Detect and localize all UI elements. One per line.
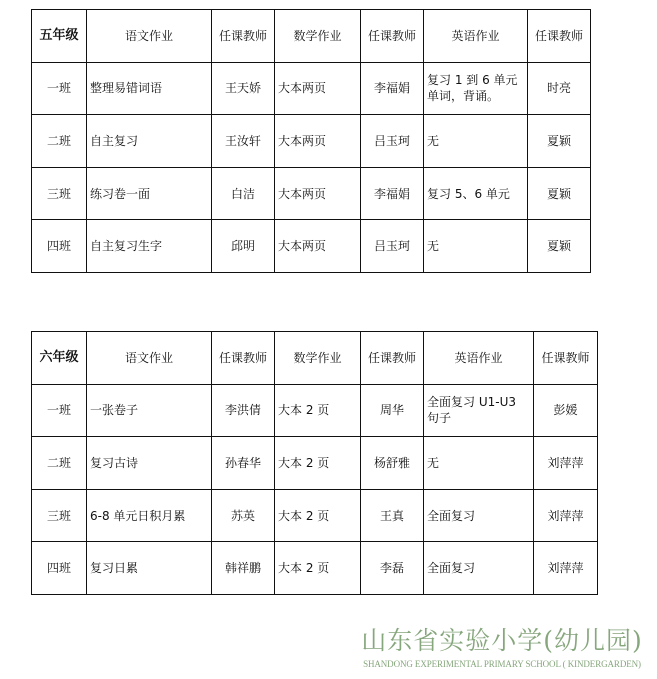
math-teacher: 吕玉珂 [361, 115, 424, 168]
school-name-en: SHANDONG EXPERIMENTAL PRIMARY SCHOOL ( KINDERGARDEN) [363, 659, 641, 669]
math-homework: 大本 2 页 [275, 437, 361, 490]
table-header-row [32, 10, 591, 63]
english-teacher: 刘萍萍 [534, 489, 598, 542]
chinese-homework: 复习日累 [87, 542, 212, 595]
math-homework: 大本两页 [275, 167, 361, 220]
header-chinese: 语文作业 [87, 332, 212, 385]
class-name: 四班 [32, 220, 87, 273]
table-row [32, 220, 591, 273]
math-homework: 大本两页 [275, 220, 361, 273]
math-teacher: 李福娟 [361, 167, 424, 220]
header-english-teacher: 任课教师 [534, 332, 598, 385]
table-row [32, 384, 598, 437]
class-name: 四班 [32, 542, 87, 595]
english-teacher: 刘萍萍 [534, 542, 598, 595]
english-teacher: 彭媛 [534, 384, 598, 437]
chinese-teacher: 邱明 [212, 220, 275, 273]
header-math: 数学作业 [275, 10, 361, 63]
chinese-homework: 整理易错词语 [87, 62, 212, 115]
math-homework: 大本 2 页 [275, 489, 361, 542]
table-row [32, 167, 591, 220]
math-teacher: 李福娟 [361, 62, 424, 115]
chinese-homework: 练习卷一面 [87, 167, 212, 220]
chinese-teacher: 王汝轩 [212, 115, 275, 168]
chinese-homework: 6-8 单元日积月累 [87, 489, 212, 542]
math-homework: 大本两页 [275, 62, 361, 115]
chinese-teacher: 韩祥鹏 [212, 542, 275, 595]
english-homework: 复习 5、6 单元 [424, 167, 528, 220]
header-chinese-teacher: 任课教师 [212, 332, 275, 385]
table-row [32, 115, 591, 168]
chinese-teacher: 孙春华 [212, 437, 275, 490]
table-row [32, 62, 591, 115]
chinese-homework: 自主复习生字 [87, 220, 212, 273]
english-teacher: 夏颖 [528, 167, 591, 220]
header-chinese: 语文作业 [87, 10, 212, 63]
chinese-teacher: 王天娇 [212, 62, 275, 115]
chinese-teacher: 白洁 [212, 167, 275, 220]
class-name: 一班 [32, 384, 87, 437]
class-name: 三班 [32, 167, 87, 220]
math-homework: 大本 2 页 [275, 542, 361, 595]
table-row [32, 489, 598, 542]
english-teacher: 夏颖 [528, 220, 591, 273]
math-homework: 大本 2 页 [275, 384, 361, 437]
table-header-row [32, 332, 598, 385]
english-homework: 全面复习 [424, 489, 534, 542]
header-english: 英语作业 [424, 332, 534, 385]
english-teacher: 刘萍萍 [534, 437, 598, 490]
school-name-cn: 山东省实验小学(幼儿园) [361, 626, 643, 655]
class-name: 二班 [32, 115, 87, 168]
math-teacher: 吕玉珂 [361, 220, 424, 273]
english-homework: 无 [424, 115, 528, 168]
chinese-teacher: 李洪倩 [212, 384, 275, 437]
english-homework: 全面复习 U1-U3 句子 [424, 384, 534, 437]
grade5-homework-table [31, 9, 591, 273]
grade-label: 五年级 [32, 10, 87, 63]
math-homework: 大本两页 [275, 115, 361, 168]
header-math: 数学作业 [275, 332, 361, 385]
chinese-homework: 复习古诗 [87, 437, 212, 490]
grade6-homework-table [31, 331, 598, 595]
english-teacher: 夏颖 [528, 115, 591, 168]
english-teacher: 时亮 [528, 62, 591, 115]
chinese-homework: 自主复习 [87, 115, 212, 168]
chinese-teacher: 苏英 [212, 489, 275, 542]
school-logo [356, 626, 648, 674]
chinese-homework: 一张卷子 [87, 384, 212, 437]
english-homework: 无 [424, 437, 534, 490]
header-english: 英语作业 [424, 10, 528, 63]
header-math-teacher: 任课教师 [361, 332, 424, 385]
class-name: 三班 [32, 489, 87, 542]
table-row [32, 437, 598, 490]
table-row [32, 542, 598, 595]
grade-label: 六年级 [32, 332, 87, 385]
english-homework: 复习 1 到 6 单元单词，背诵。 [424, 62, 528, 115]
math-teacher: 李磊 [361, 542, 424, 595]
header-math-teacher: 任课教师 [361, 10, 424, 63]
class-name: 二班 [32, 437, 87, 490]
english-homework: 全面复习 [424, 542, 534, 595]
math-teacher: 王真 [361, 489, 424, 542]
header-english-teacher: 任课教师 [528, 10, 591, 63]
class-name: 一班 [32, 62, 87, 115]
math-teacher: 杨舒雅 [361, 437, 424, 490]
header-chinese-teacher: 任课教师 [212, 10, 275, 63]
english-homework: 无 [424, 220, 528, 273]
math-teacher: 周华 [361, 384, 424, 437]
